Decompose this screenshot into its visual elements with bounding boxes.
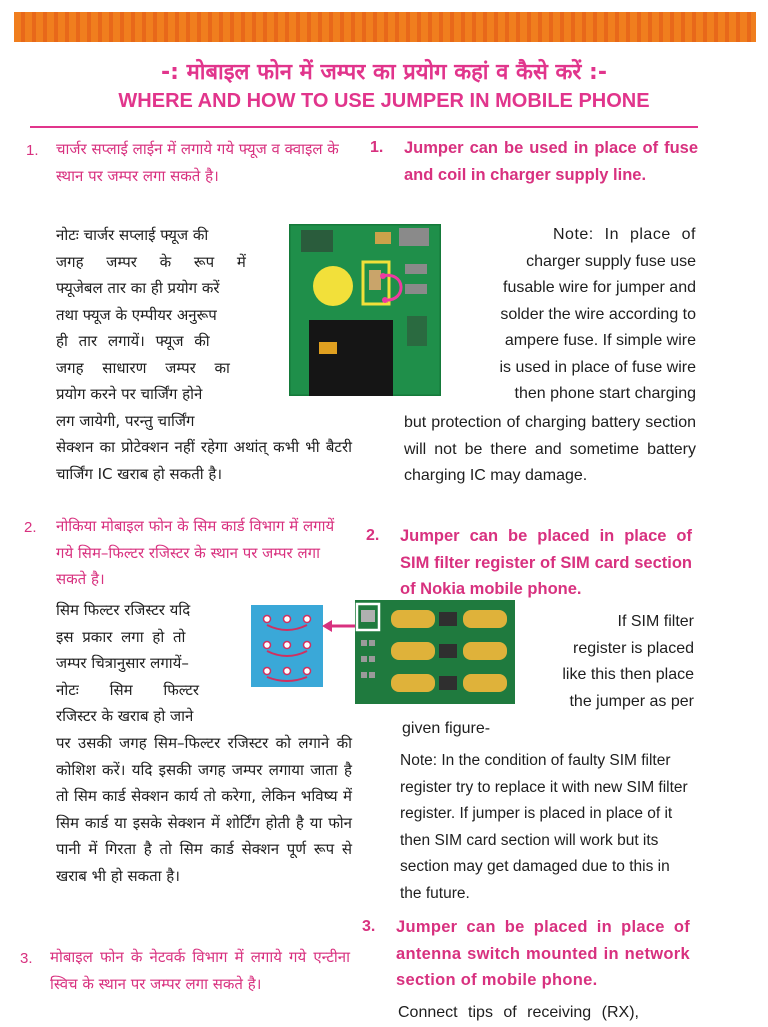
top-decorative-bar [14,12,756,42]
text-line: जगह साधारण जम्पर का [56,358,230,377]
text-line: फ्यूजेबल तार का ही प्रयोग करें [56,279,220,297]
text-line: then phone start charging [514,385,696,402]
text-line: solder the wire according to [500,305,696,323]
right-item-1-note-tail: but protection of charging battery section will not be there and sometime battery charging IC may damage. [404,414,696,484]
left-item-1-heading: चार्जर सप्लाई लाईन में लगाये गये फ्यूज व क्वाइल के स्थान पर जम्पर लगा सकते है। [56,140,339,185]
text-line: register is placed [573,639,694,657]
left-item-3-heading: मोबाइल फोन के नेटवर्क विभाग में लगाये गये एन्टीना स्विच के स्थान पर जम्पर लगा सकते है। [50,948,350,993]
sim-card-section-pcb-photo [355,600,515,704]
text-line: the jumper as per [569,692,694,710]
right-item-3-heading: Jumper can be placed in place of antenna switch mounted in network section of mobile phone. [396,918,690,989]
text-line: प्रयोग करने पर चार्जिंग होने [56,385,203,403]
left-item-2-tail: पर उसकी जगह सिम–फिल्टर रजिस्टर को लगाने की कोशिश करें। यदि इसकी जगह जम्पर लगाया जाता है तो सिम कार्ड सेक्शन कार्य तो करेगा, लेकिन भविष्य में सिम कार्ड या इसके सेक्शन में शोर्टिंग होती है या फोन पानी में गिरता है तो सिम कार्ड सेक्शन पूर्ण रूप से खराब भी हो सकता है। [56,734,352,885]
left-item-number-2: 2. [24,519,37,536]
text-line: तथा फ्यूज के एम्पीयर अनुरूप [56,305,217,324]
right-item-1-heading: Jumper can be used in place of fuse and coil in charger supply line. [404,139,698,184]
text-line: लग जायेगी, परन्तु चार्जिंग [56,411,195,430]
left-item-2-lines [56,597,246,730]
text-line: नोटः सिम फिल्टर [56,680,200,699]
text-line: If SIM filter [617,613,694,630]
right-item-2-lines [520,609,694,715]
right-item-number-3: 3. [362,918,376,935]
text-line: charger supply fuse use [526,252,696,270]
text-line: इस प्रकार लगा हो तो [56,627,186,646]
sim-filter-jumper-diagram [251,605,323,687]
left-item-1-note-tail: सेक्शन का प्रोटेक्शन नहीं रहेगा अथांत् कभी भी बैटरी चार्जिंग IC खराब हो सकती है। [56,438,352,483]
arrow-icon [322,618,358,634]
page-title-hindi: -: मोबाइल फोन में जम्पर का प्रयोग कहां व कैसे करें :- [161,60,607,85]
text-line: ही तार लगायें। फ्यूज की [56,332,210,350]
left-item-number-3: 3. [20,950,33,967]
left-item-2-heading: नोकिया मोबाइल फोन के सिम कार्ड विभाग में लगायें गये सिम–फिल्टर रजिस्टर के स्थान पर जम्पर लगा सकते है। [56,517,335,588]
text-line: नोटः चार्जर सप्लाई फ्यूज की [56,226,209,244]
text-line: जगह जम्पर के रूप में [56,252,246,271]
left-item-1-note [56,222,284,434]
text-line: जम्पर चित्रानुसार लगायें– [56,654,189,672]
charger-fuse-pcb-photo [289,224,441,396]
page-title-english: WHERE AND HOW TO USE JUMPER IN MOBILE PHONE [118,90,650,112]
right-item-1-note [452,222,696,408]
text-line: Note: In place of [552,226,696,243]
left-item-number-1: 1. [26,142,39,159]
text-line: fusable wire for jumper and [503,279,696,296]
right-item-2-heading: Jumper can be placed in place of SIM filter register of SIM card section of Nokia mobile phone. [400,527,692,598]
text-line: सिम फिल्टर रजिस्टर यदि [56,601,191,619]
text-line: रजिस्टर के खराब हो जाने [56,707,194,725]
text-line: ampere fuse. If simple wire [504,332,696,349]
right-item-2-line-tail: given figure- [402,720,491,737]
right-item-number-2: 2. [366,527,380,544]
title-divider [30,126,698,128]
text-line: like this then place [562,666,694,683]
right-item-number-1: 1. [370,139,384,156]
right-item-3-text: Connect tips of receiving (RX), [398,1004,639,1021]
text-line: is used in place of fuse wire [499,358,696,376]
right-item-2-note: Note: In the condition of faulty SIM filter register try to replace it with new SIM filter register. If jumper is placed in place of it then SIM card section will work but its section may get damaged due to this in the future. [400,752,688,902]
